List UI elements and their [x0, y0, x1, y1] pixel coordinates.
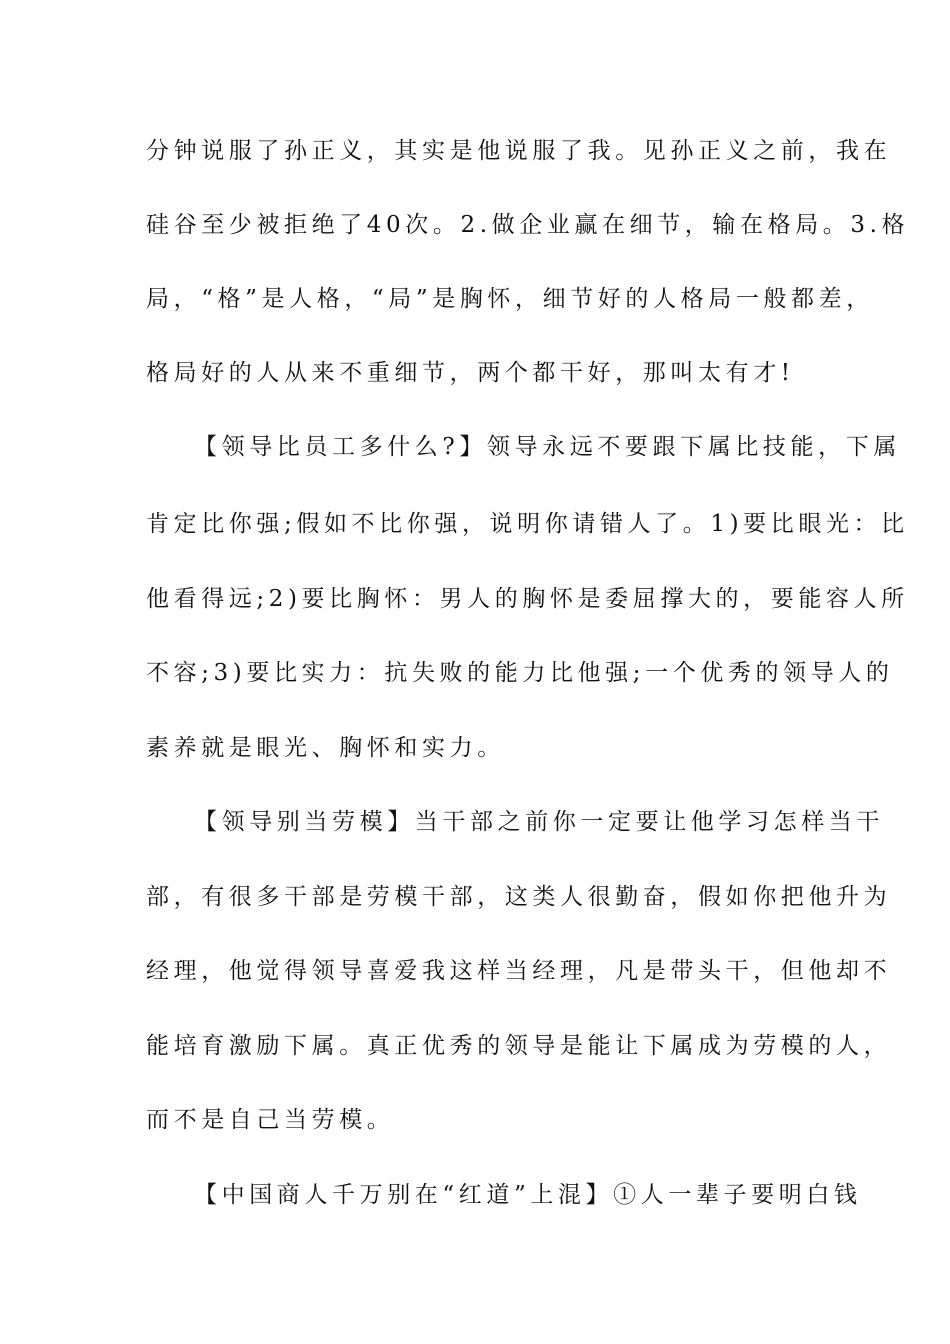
- text-line-12: 经理，他觉得领导喜爱我这样当经理，凡是带头干，但他却不: [146, 958, 892, 984]
- text-line-13: 能培育激励下属。真正优秀的领导是能让下属成为劳模的人，: [146, 1033, 892, 1059]
- text-line-11: 部，有很多干部是劳模干部，这类人很勤奋，假如你把他升为: [146, 884, 892, 910]
- text-line-3: 局，“格”是人格，“局”是胸怀，细节好的人格局一般都差，: [146, 286, 874, 312]
- text-line-7: 他看得远;2)要比胸怀：男人的胸怀是委屈撑大的，要能容人所: [146, 586, 909, 612]
- paragraph-heading-chinese-merchants: 【中国商人千万别在“红道”上混】①人一辈子要明白钱: [194, 1182, 862, 1208]
- text-line-4: 格局好的人从来不重细节，两个都干好，那叫太有才!: [146, 360, 795, 386]
- text-line-8: 不容;3)要比实力：抗失败的能力比他强;一个优秀的领导人的: [146, 660, 894, 686]
- text-line-6: 肯定比你强;假如不比你强，说明你请错人了。1)要比眼光：比: [146, 511, 909, 537]
- paragraph-heading-leader-not-model-worker: 【领导别当劳模】当干部之前你一定要让他学习怎样当干: [194, 809, 884, 835]
- text-line-2: 硅谷至少被拒绝了40次。2.做企业赢在细节，输在格局。3.格: [146, 212, 910, 238]
- text-line-1: 分钟说服了孙正义，其实是他说服了我。见孙正义之前，我在: [146, 138, 892, 164]
- paragraph-heading-leader-vs-staff: 【领导比员工多什么?】领导永远不要跟下属比技能，下属: [194, 434, 901, 460]
- text-line-9: 素养就是眼光、胸怀和实力。: [146, 735, 505, 761]
- text-line-14: 而不是自己当劳模。: [146, 1107, 395, 1133]
